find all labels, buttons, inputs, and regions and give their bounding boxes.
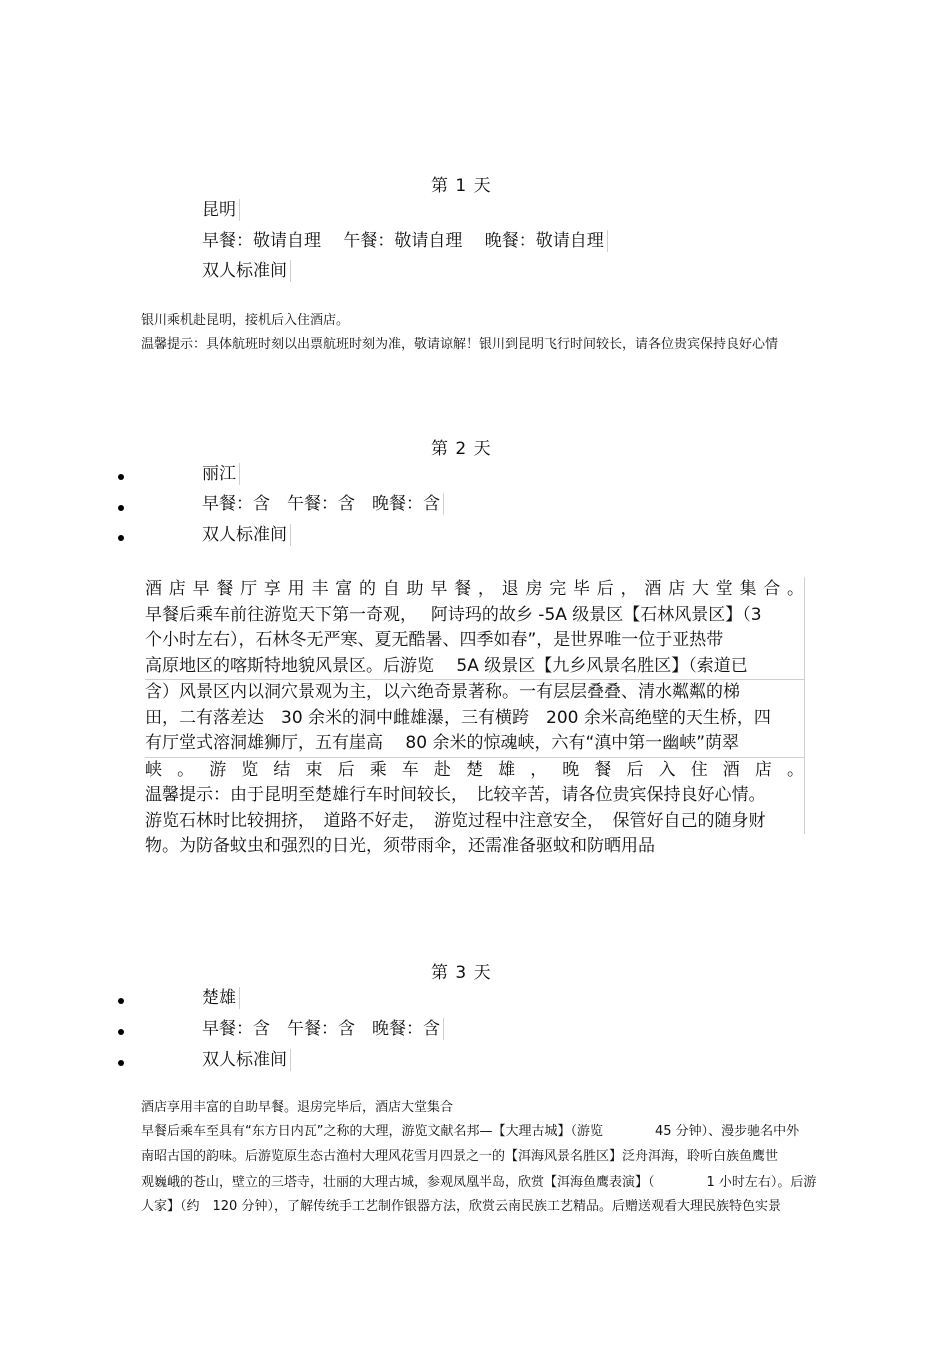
day1-city: 昆明 (202, 199, 240, 221)
day2-line-7: 有厅堂式溶洞雄狮厅，五有崖高 80 余米的惊魂峡，六有“滇中第一幽峡”荫翠 (145, 731, 805, 758)
day3-meals: 早餐：含 午餐：含 晚餐：含 (202, 1018, 444, 1040)
day2-tip-line-2: 游览石林时比较拥挤， 道路不好走， 游览过程中注意安全， 保管好自己的随身财 (145, 809, 805, 835)
bullet-icon (118, 1060, 124, 1066)
day3-line-1: 酒店享用丰富的自助早餐。退房完毕后，酒店大堂集合 (141, 1100, 454, 1115)
day1-tip-line: 温馨提示：具体航班时刻以出票航班时刻为准，敬请谅解！银川到昆明飞行时间较长，请各位贵宾保持良好心情 (141, 337, 779, 352)
day2-description (145, 577, 805, 860)
day1-desc-line-1: 银川乘机赴昆明，接机后入住酒店。 (141, 313, 350, 328)
day1-title: 第 1 天 (431, 176, 492, 196)
day1-meals: 早餐：敬请自理 午餐：敬请自理 晚餐：敬请自理 (202, 230, 608, 252)
day2-line-1: 酒店早餐厅享用丰富的自助早餐，退房完毕后，酒店大堂集合。 (145, 577, 805, 603)
day2-title: 第 2 天 (431, 439, 492, 459)
day2-line-2: 早餐后乘车前往游览天下第一奇观， 阿诗玛的故乡 -5A 级景区【石林风景区】（3 (145, 603, 805, 629)
day2-line-3: 个小时左右），石林冬无严寒、夏无酷暑、四季如春”，是世界唯一位于亚热带 (145, 628, 805, 654)
bullet-icon (118, 998, 124, 1004)
day2-tip-line-1: 温馨提示：由于昆明至楚雄行车时间较长， 比较辛苦，请各位贵宾保持良好心情。 (145, 783, 805, 809)
day2-line-5: 含）风景区内以洞穴景观为主，以六绝奇景著称。一有层层叠叠、清水粼粼的梯 (145, 680, 805, 706)
day2-tip-line-3: 物。为防备蚊虫和强烈的日光，须带雨伞，还需准备驱蚊和防晒用品 (145, 836, 655, 856)
day3-room: 双人标准间 (202, 1049, 291, 1071)
day2-line-6: 田，二有落差达 30 余米的洞中雌雄瀑，三有横跨 200 余米高绝壁的天生桥，四 (145, 706, 805, 732)
bullet-icon (118, 1029, 124, 1035)
bullet-icon (118, 505, 124, 511)
day3-line-4: 观巍峨的苍山，壁立的三塔寺，壮丽的大理古城，参观凤凰半岛，欣赏【洱海鱼鹰表演】（ 1 小时左右）。后游 (141, 1175, 817, 1190)
day2-room: 双人标准间 (202, 524, 291, 546)
day3-line-3: 南昭古国的韵味。后游览原生态古渔村大理风花雪月四景之一的【洱海风景名胜区】泛舟洱海，聆听白族鱼鹰世 (141, 1149, 779, 1164)
day2-line-8: 峡。游览结束后乘车赴楚雄，晚餐后入住酒店。 (145, 758, 805, 784)
bullet-icon (118, 474, 124, 480)
day3-city: 楚雄 (202, 987, 240, 1009)
day2-line-4: 高原地区的喀斯特地貌风景区。后游览 5A 级景区【九乡风景名胜区】（索道已 (145, 654, 805, 681)
day2-meals: 早餐：含 午餐：含 晚餐：含 (202, 493, 444, 515)
day3-title: 第 3 天 (431, 963, 492, 983)
day1-room: 双人标准间 (202, 260, 291, 282)
day3-line-2: 早餐后乘车至具有“东方日内瓦”之称的大理，游览文献名邦—【大理古城】（游览 45 分钟）、漫步驰名中外 (141, 1124, 800, 1139)
bullet-icon (118, 535, 124, 541)
day3-line-5: 人家】（约 120 分钟），了解传统手工艺制作银器方法，欣赏云南民族工艺精品。后赠送观看大理民族特色实景 (141, 1199, 781, 1214)
day2-city: 丽江 (202, 463, 240, 485)
